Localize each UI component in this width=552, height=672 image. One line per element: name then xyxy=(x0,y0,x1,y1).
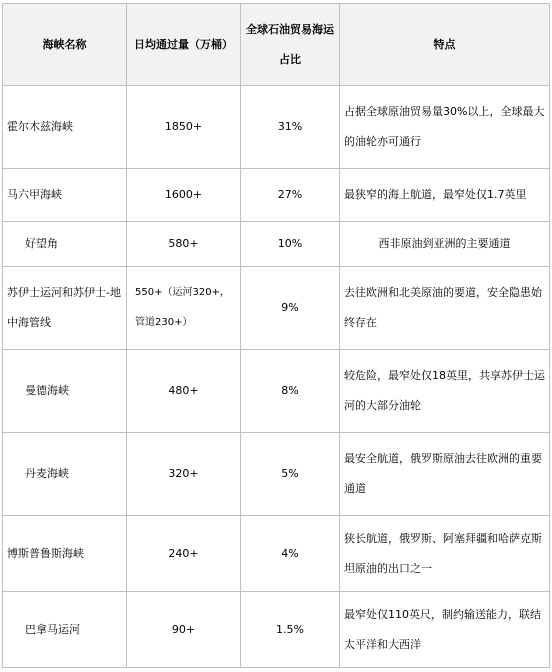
daily-volume-cell: 1850+ xyxy=(127,86,241,169)
strait-name-cell: 霍尔木兹海峡 xyxy=(3,86,127,169)
strait-name-cell: 苏伊士运河和苏伊士-地中海管线 xyxy=(3,267,127,350)
trade-share-cell: 4% xyxy=(241,516,340,592)
header-features: 特点 xyxy=(340,4,550,86)
daily-volume-cell: 1600+ xyxy=(127,169,241,222)
trade-share-cell: 9% xyxy=(241,267,340,350)
features-cell: 狭长航道，俄罗斯、阿塞拜疆和哈萨克斯坦原油的出口之一 xyxy=(340,516,550,592)
trade-share-cell: 10% xyxy=(241,222,340,267)
trade-share-cell: 8% xyxy=(241,350,340,433)
table-row xyxy=(3,86,550,169)
header-daily-volume: 日均通过量（万桶） xyxy=(127,4,241,86)
table-row xyxy=(3,267,550,350)
table-row xyxy=(3,516,550,592)
features-cell: 西非原油到亚洲的主要通道 xyxy=(340,222,550,267)
features-cell: 较危险，最窄处仅18英里，共享苏伊士运河的大部分油轮 xyxy=(340,350,550,433)
table-row xyxy=(3,350,550,433)
strait-name-cell: 博斯普鲁斯海峡 xyxy=(3,516,127,592)
strait-name-cell: 巴拿马运河 xyxy=(3,592,127,668)
table-row xyxy=(3,433,550,516)
oil-strait-table xyxy=(2,3,550,668)
features-cell: 最安全航道，俄罗斯原油去往欧洲的重要通道 xyxy=(340,433,550,516)
features-cell: 去往欧洲和北美原油的要道，安全隐患始终存在 xyxy=(340,267,550,350)
daily-volume-cell: 90+ xyxy=(127,592,241,668)
header-sea-trade-share: 全球石油贸易海运占比 xyxy=(241,4,340,86)
trade-share-cell: 27% xyxy=(241,169,340,222)
strait-name-cell: 曼德海峡 xyxy=(3,350,127,433)
header-strait-name: 海峡名称 xyxy=(3,4,127,86)
daily-volume-cell: 320+ xyxy=(127,433,241,516)
table-row xyxy=(3,169,550,222)
trade-share-cell: 5% xyxy=(241,433,340,516)
strait-name-cell: 丹麦海峡 xyxy=(3,433,127,516)
features-cell: 最窄处仅110英尺，制约输送能力，联结太平洋和大西洋 xyxy=(340,592,550,668)
daily-volume-cell: 550+（运河320+，管道230+） xyxy=(127,267,241,350)
features-cell: 最狭窄的海上航道，最窄处仅1.7英里 xyxy=(340,169,550,222)
features-cell: 占据全球原油贸易量30%以上，全球最大的油轮亦可通行 xyxy=(340,86,550,169)
daily-volume-cell: 480+ xyxy=(127,350,241,433)
table-row xyxy=(3,592,550,668)
strait-name-cell: 马六甲海峡 xyxy=(3,169,127,222)
daily-volume-cell: 580+ xyxy=(127,222,241,267)
header-row xyxy=(3,4,550,86)
strait-name-cell: 好望角 xyxy=(3,222,127,267)
trade-share-cell: 1.5% xyxy=(241,592,340,668)
table-row xyxy=(3,222,550,267)
daily-volume-cell: 240+ xyxy=(127,516,241,592)
trade-share-cell: 31% xyxy=(241,86,340,169)
